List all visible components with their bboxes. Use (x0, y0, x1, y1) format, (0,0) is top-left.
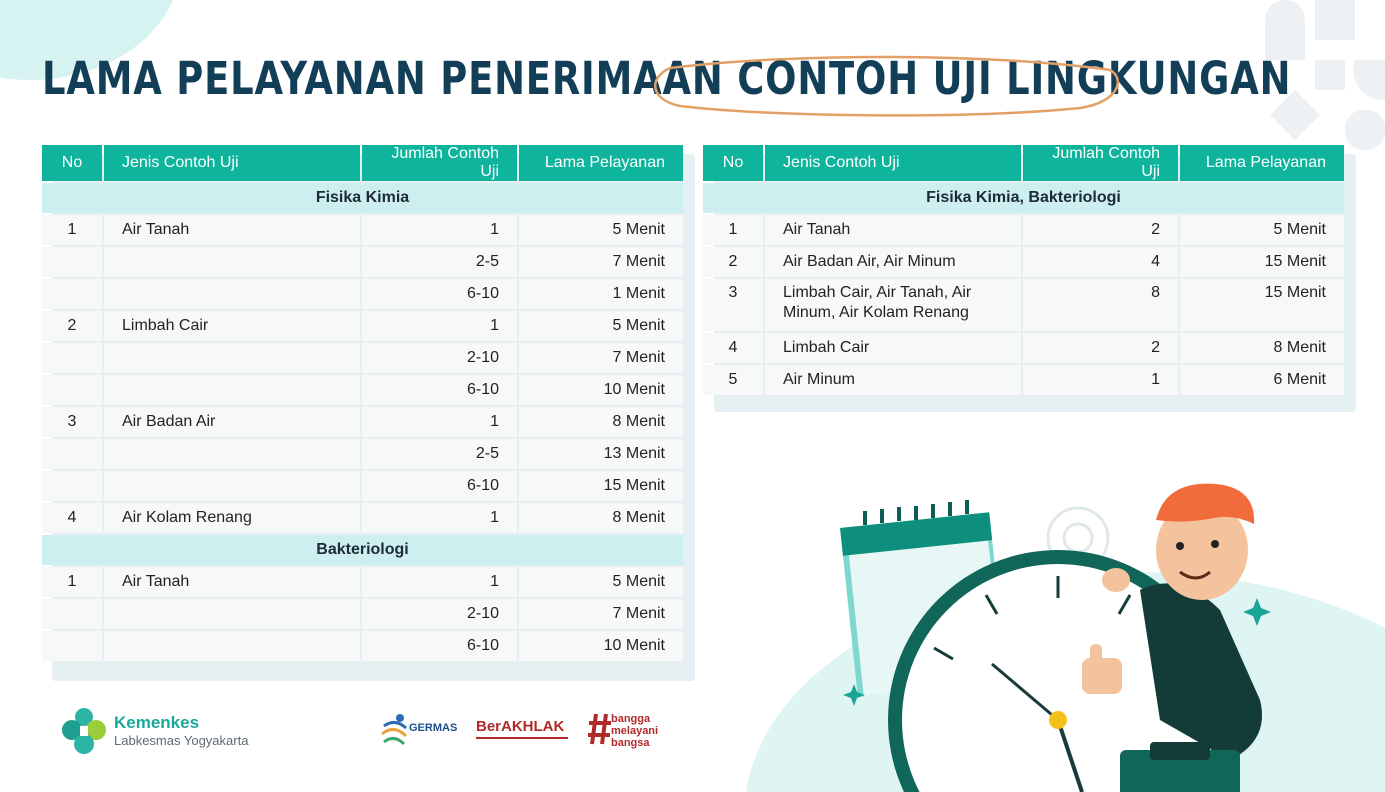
cell-lama: 15 Menit (1180, 247, 1344, 277)
melayani-line: melayani (611, 725, 659, 737)
bangga-melayani-bangsa-label (611, 713, 658, 749)
column-header-lama: Lama Pelayanan (519, 145, 683, 181)
cell-jumlah: 2-5 (362, 247, 517, 277)
cell-jumlah: 2-10 (362, 343, 517, 373)
title-swoosh-decoration (640, 50, 1130, 120)
table-row (703, 247, 1344, 277)
cell-no (42, 343, 102, 373)
table-row (42, 279, 683, 309)
cell-lama: 5 Menit (519, 567, 683, 597)
section-label: Fisika Kimia, Bakteriologi (703, 183, 1344, 213)
cell-jumlah: 6-10 (362, 375, 517, 405)
section-label: Bakteriologi (42, 535, 683, 565)
bangsa-line: bangsa (611, 737, 650, 749)
cell-jenis (104, 279, 360, 309)
table-row (42, 503, 683, 533)
cell-jumlah: 2 (1023, 215, 1178, 245)
cell-jumlah: 1 (362, 311, 517, 341)
cell-lama: 15 Menit (1180, 279, 1344, 331)
cell-jenis (104, 247, 360, 277)
section-row (42, 183, 683, 213)
cell-no (42, 599, 102, 629)
cell-lama: 7 Menit (519, 247, 683, 277)
cell-lama: 8 Menit (519, 503, 683, 533)
cell-jenis (104, 343, 360, 373)
table-row (42, 439, 683, 469)
germas-label: GERMAS (409, 722, 458, 734)
table-row (42, 215, 683, 245)
cell-jenis: Air Badan Air, Air Minum (765, 247, 1021, 277)
cell-jumlah: 1 (362, 215, 517, 245)
column-header-jenis: Jenis Contoh Uji (765, 145, 1021, 181)
right-table (701, 143, 1346, 397)
cell-lama: 5 Menit (519, 311, 683, 341)
cell-jenis (104, 375, 360, 405)
left-table-panel (40, 143, 685, 663)
cell-no (42, 247, 102, 277)
page-title: LAMA PELAYANAN PENERIMAAN CONTOH UJI LINGKUNGAN (42, 52, 1292, 105)
berakhlak-underline (476, 737, 568, 739)
cell-no (42, 375, 102, 405)
kemenkes-logo-icon (60, 706, 108, 756)
table-row (42, 343, 683, 373)
cell-jenis: Limbah Cair (765, 333, 1021, 363)
cell-jenis: Air Minum (765, 365, 1021, 395)
section-label: Fisika Kimia (42, 183, 683, 213)
cell-no: 3 (42, 407, 102, 437)
table-row (42, 311, 683, 341)
cell-jumlah: 6-10 (362, 279, 517, 309)
table-row (42, 471, 683, 501)
cell-no: 1 (703, 215, 763, 245)
cell-lama: 1 Menit (519, 279, 683, 309)
table-row (42, 599, 683, 629)
right-table-body (703, 183, 1344, 395)
cell-jenis (104, 631, 360, 661)
table-row (703, 333, 1344, 363)
cell-no: 4 (42, 503, 102, 533)
cell-jumlah: 2 (1023, 333, 1178, 363)
right-table-panel (701, 143, 1346, 397)
cell-jenis (104, 439, 360, 469)
column-header-jenis: Jenis Contoh Uji (104, 145, 360, 181)
cell-jumlah: 1 (362, 407, 517, 437)
cell-jenis (104, 599, 360, 629)
cell-jenis: Limbah Cair, Air Tanah, Air Minum, Air Kolam Renang (765, 279, 1021, 331)
germas-logo-icon (380, 712, 410, 748)
table-row (42, 631, 683, 661)
kemenkes-label: Kemenkes (114, 713, 200, 732)
cell-jumlah: 1 (362, 567, 517, 597)
right-table-header-row (703, 145, 1344, 181)
cell-lama: 10 Menit (519, 631, 683, 661)
cell-jumlah: 1 (1023, 365, 1178, 395)
berakhlak-label: BerAKHLAK (476, 718, 565, 735)
column-header-no: No (703, 145, 763, 181)
section-row (42, 535, 683, 565)
cell-lama: 10 Menit (519, 375, 683, 405)
cell-jumlah: 1 (362, 503, 517, 533)
table-row (703, 215, 1344, 245)
cell-no: 3 (703, 279, 763, 331)
cell-lama: 13 Menit (519, 439, 683, 469)
cell-jumlah: 2-5 (362, 439, 517, 469)
column-header-jumlah: Jumlah Contoh Uji (362, 145, 517, 181)
cell-no (42, 279, 102, 309)
cell-lama: 15 Menit (519, 471, 683, 501)
left-table (40, 143, 685, 663)
table-row (42, 247, 683, 277)
left-table-header-row (42, 145, 683, 181)
table-row (42, 375, 683, 405)
cell-no: 5 (703, 365, 763, 395)
cell-no (42, 631, 102, 661)
cell-jenis: Air Kolam Renang (104, 503, 360, 533)
column-header-no: No (42, 145, 102, 181)
cell-jenis: Air Badan Air (104, 407, 360, 437)
table-row (42, 407, 683, 437)
table-row (703, 279, 1344, 331)
cell-lama: 5 Menit (1180, 215, 1344, 245)
column-header-lama: Lama Pelayanan (1180, 145, 1344, 181)
bangga-line: bangga (611, 713, 651, 725)
cell-lama: 8 Menit (1180, 333, 1344, 363)
cell-no (42, 439, 102, 469)
cell-jumlah: 2-10 (362, 599, 517, 629)
cell-lama: 5 Menit (519, 215, 683, 245)
cell-no (42, 471, 102, 501)
cell-jumlah: 6-10 (362, 631, 517, 661)
cell-jenis: Air Tanah (765, 215, 1021, 245)
cell-no: 2 (42, 311, 102, 341)
clock-character-illustration (820, 480, 1385, 792)
left-table-body (42, 183, 683, 661)
cell-jenis: Air Tanah (104, 567, 360, 597)
column-header-jumlah: Jumlah Contoh Uji (1023, 145, 1178, 181)
section-row (703, 183, 1344, 213)
cell-jenis (104, 471, 360, 501)
labkesmas-label: Labkesmas Yogyakarta (114, 733, 249, 748)
hashtag-icon (588, 712, 612, 746)
cell-lama: 6 Menit (1180, 365, 1344, 395)
cell-lama: 7 Menit (519, 599, 683, 629)
cell-jumlah: 4 (1023, 247, 1178, 277)
cell-jumlah: 8 (1023, 279, 1178, 331)
cell-jumlah: 6-10 (362, 471, 517, 501)
cell-lama: 7 Menit (519, 343, 683, 373)
table-row (703, 365, 1344, 395)
cell-lama: 8 Menit (519, 407, 683, 437)
cell-no: 1 (42, 215, 102, 245)
cell-jenis: Limbah Cair (104, 311, 360, 341)
cell-no: 1 (42, 567, 102, 597)
cell-no: 2 (703, 247, 763, 277)
table-row (42, 567, 683, 597)
cell-no: 4 (703, 333, 763, 363)
cell-jenis: Air Tanah (104, 215, 360, 245)
